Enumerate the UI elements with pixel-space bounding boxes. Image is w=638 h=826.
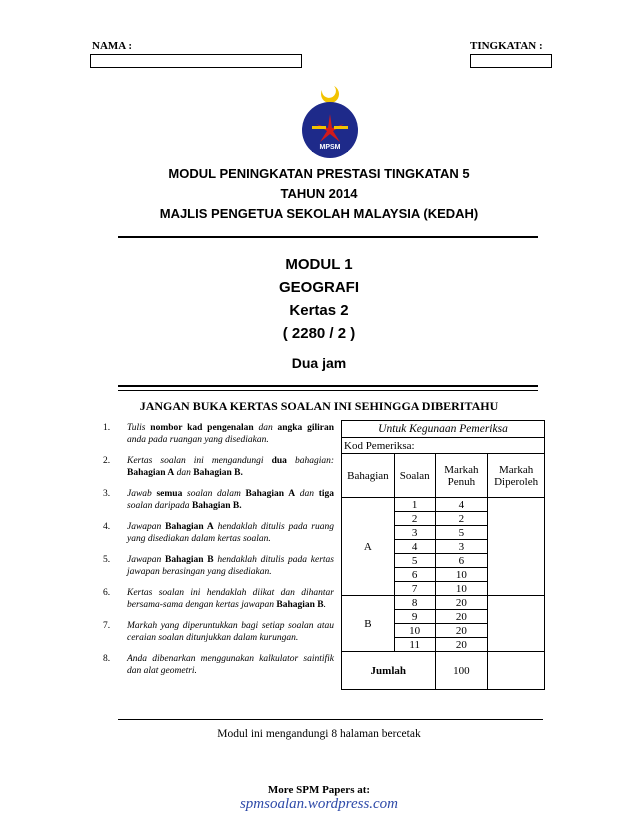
- nama-label: NAMA :: [92, 40, 133, 52]
- instruction-item: 1. Tulis nombor kad pengenalan dan angka giliran anda pada ruangan yang disediakan.: [103, 423, 334, 445]
- instruction-item: 7. Markah yang diperuntukkan bagi setiap soalan atau ceraian soalan ditunjukkan dalam kurungan.: [103, 621, 334, 643]
- divider-bottom: [118, 719, 543, 720]
- total-earned-cell[interactable]: [488, 652, 545, 690]
- question-cell: 2: [394, 512, 435, 526]
- divider-double-b: [118, 390, 538, 391]
- question-cell: 1: [394, 498, 435, 512]
- full-mark-cell: 5: [435, 526, 488, 540]
- module-subject: GEOGRAFI: [278, 279, 359, 296]
- full-mark-cell: 10: [435, 582, 488, 596]
- full-mark-cell: 2: [435, 512, 488, 526]
- title-line1: MODUL PENINGKATAN PRESTASI TINGKATAN 5: [168, 166, 470, 181]
- title-line2: TAHUN 2014: [280, 186, 358, 201]
- nama-field[interactable]: [90, 54, 302, 68]
- examiner-table: [341, 420, 545, 690]
- section-a-cell: A: [342, 498, 395, 596]
- full-mark-cell: 20: [435, 638, 488, 652]
- instruction-item: 2. Kertas soalan ini mengandungi dua bahagian: Bahagian A dan Bahagian B.: [103, 456, 334, 478]
- total-value: 100: [435, 652, 488, 690]
- question-cell: 9: [394, 610, 435, 624]
- section-b-cell: B: [342, 596, 395, 652]
- total-row: [342, 652, 545, 690]
- col-section: Bahagian: [342, 454, 395, 498]
- module-name: MODUL 1: [285, 256, 353, 273]
- more-papers-label: More SPM Papers at:: [267, 784, 371, 796]
- question-cell: 4: [394, 540, 435, 554]
- module-paper: Kertas 2: [289, 302, 349, 319]
- full-mark-cell: 3: [435, 540, 488, 554]
- full-mark-cell: 20: [435, 596, 488, 610]
- col-full-marks: Markah Penuh: [435, 454, 488, 498]
- question-cell: 5: [394, 554, 435, 568]
- divider-double-a: [118, 385, 538, 387]
- full-mark-cell: 20: [435, 624, 488, 638]
- table-row: [342, 596, 545, 610]
- website-link[interactable]: spmsoalan.wordpress.com: [239, 796, 399, 812]
- instruction-item: 5. Jawapan Bahagian B hendaklah ditulis pada kertas jawapan berasingan yang disediakan.: [103, 555, 334, 577]
- instruction-item: 8. Anda dibenarkan menggunakan kalkulator saintifik dan alat geometri.: [103, 654, 334, 676]
- tingkatan-field[interactable]: [470, 54, 552, 68]
- instruction-item: 4. Jawapan Bahagian A hendaklah ditulis pada ruang yang disediakan dalam kertas soalan.: [103, 522, 334, 544]
- col-earned-marks: Markah Diperoleh: [488, 454, 545, 498]
- total-label: Jumlah: [342, 652, 436, 690]
- earned-a-cell[interactable]: [488, 498, 545, 596]
- instructions-list: [103, 422, 334, 686]
- full-mark-cell: 6: [435, 554, 488, 568]
- tingkatan-label: TINGKATAN :: [470, 40, 543, 52]
- examiner-table-title: Untuk Kegunaan Pemeriksa: [342, 421, 545, 438]
- question-cell: 6: [394, 568, 435, 582]
- earned-b-cell[interactable]: [488, 596, 545, 652]
- divider-top: [118, 236, 538, 238]
- full-mark-cell: 4: [435, 498, 488, 512]
- module-duration: Dua jam: [291, 355, 347, 371]
- instruction-item: 3. Jawab semua soalan dalam Bahagian A dan tiga soalan daripada Bahagian B.: [103, 489, 334, 511]
- full-mark-cell: 20: [435, 610, 488, 624]
- question-cell: 8: [394, 596, 435, 610]
- title-line3: MAJLIS PENGETUA SEKOLAH MALAYSIA (KEDAH): [159, 206, 479, 221]
- full-mark-cell: 10: [435, 568, 488, 582]
- examiner-code-label: Kod Pemeriksa:: [342, 438, 545, 454]
- question-cell: 7: [394, 582, 435, 596]
- mpsm-logo: [300, 80, 360, 160]
- warning-text: JANGAN BUKA KERTAS SOALAN INI SEHINGGA DIBERITAHU: [139, 399, 499, 413]
- col-question: Soalan: [394, 454, 435, 498]
- question-cell: 3: [394, 526, 435, 540]
- module-code: ( 2280 / 2 ): [282, 325, 356, 342]
- question-cell: 10: [394, 624, 435, 638]
- logo-text: MPSM: [319, 144, 341, 151]
- page-count-note: Modul ini mengandungi 8 halaman bercetak: [217, 728, 421, 740]
- instruction-item: 6. Kertas soalan ini hendaklah diikat dan dihantar bersama-sama dengan kertas jawapan Bahagian B.: [103, 588, 334, 610]
- table-row: [342, 498, 545, 512]
- question-cell: 11: [394, 638, 435, 652]
